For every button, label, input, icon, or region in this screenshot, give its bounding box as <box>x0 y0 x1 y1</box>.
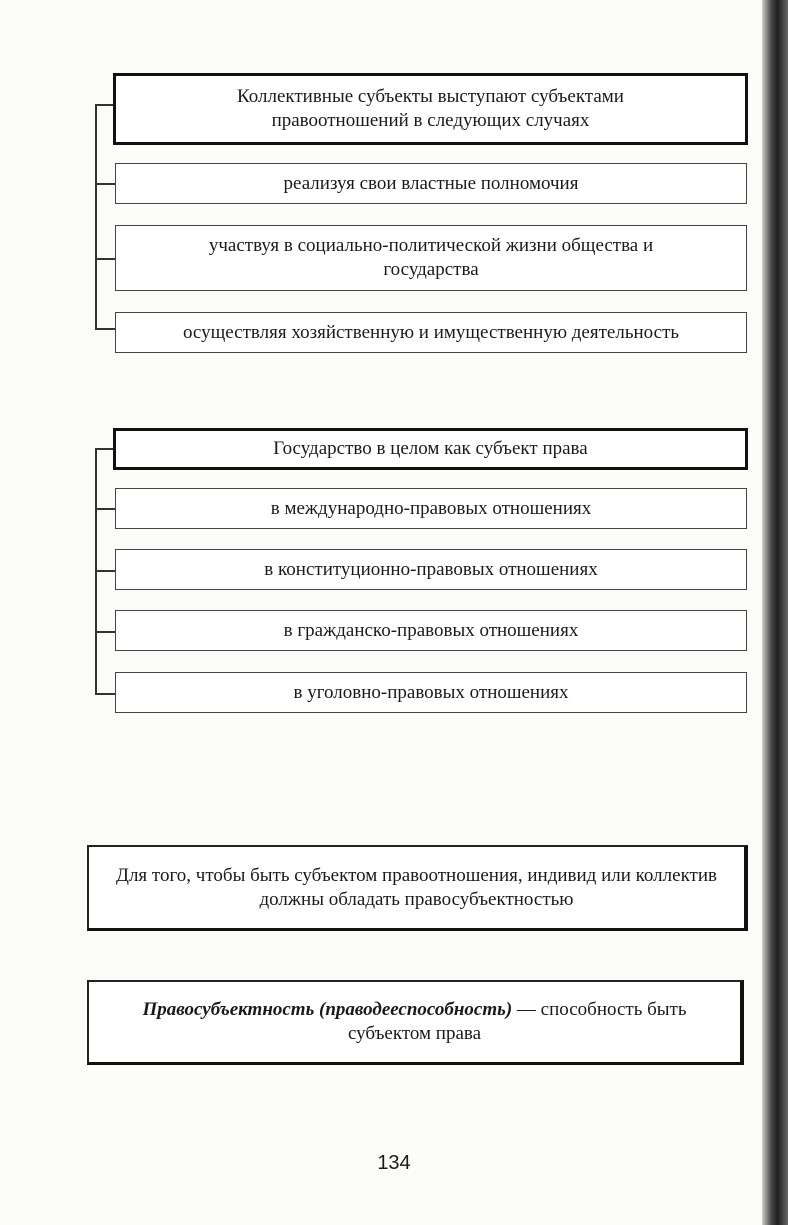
diagram2-item-text: в гражданско-правовых отношениях <box>283 619 579 641</box>
book-spine-shadow <box>762 0 788 1225</box>
diagram2-item-text: в конституционно-правовых отношениях <box>264 558 598 580</box>
definition-term: Правосубъектность (праводееспособность) <box>142 999 513 1020</box>
definition-text <box>89 998 740 1046</box>
definition-body: — способность быть субъектом права <box>347 999 687 1044</box>
diagram2-item-text: в уголовно-правовых отношениях <box>293 681 569 703</box>
definition-box <box>87 980 744 1065</box>
bracket-connector <box>95 693 115 695</box>
bracket-connector <box>95 570 115 572</box>
diagram2-header-text: Государство в целом как субъект права <box>273 438 588 459</box>
diagram2-item-box <box>115 672 747 713</box>
note-text: Для того, чтобы быть субъектом правоотношения, индивид или коллектив должны обладать правосубъектностью <box>115 864 717 910</box>
diagram1-item-box <box>115 163 747 204</box>
diagram2-item-box <box>115 488 747 529</box>
diagram2-item-text: в международно-правовых отношениях <box>270 497 592 519</box>
bracket-line <box>95 104 97 330</box>
note-box <box>87 845 748 931</box>
diagram1-header-box <box>113 73 748 145</box>
diagram1-item-text: реализуя свои властные полномочия <box>283 172 579 194</box>
bracket-connector <box>95 104 115 106</box>
bracket-connector <box>95 631 115 633</box>
diagram2-item-box <box>115 610 747 651</box>
bracket-connector <box>95 258 115 260</box>
bracket-connector <box>95 448 115 450</box>
bracket-connector <box>95 508 115 510</box>
diagram1-item-text: осуществляя хозяйственную и имущественную деятельность <box>182 321 680 343</box>
bracket-connector <box>95 328 115 330</box>
bracket-connector <box>95 183 115 185</box>
diagram1-item-box <box>115 225 747 291</box>
page-number: 134 <box>377 1152 411 1174</box>
diagram1-item-text: участвуя в социально-политической жизни общества и государства <box>208 235 654 280</box>
diagram2-item-box <box>115 549 747 590</box>
diagram2-header-box <box>113 428 748 470</box>
diagram1-item-box <box>115 312 747 353</box>
diagram1-header-text: Коллективные субъекты выступают субъектами правоотношений в следующих случаях <box>237 86 624 131</box>
